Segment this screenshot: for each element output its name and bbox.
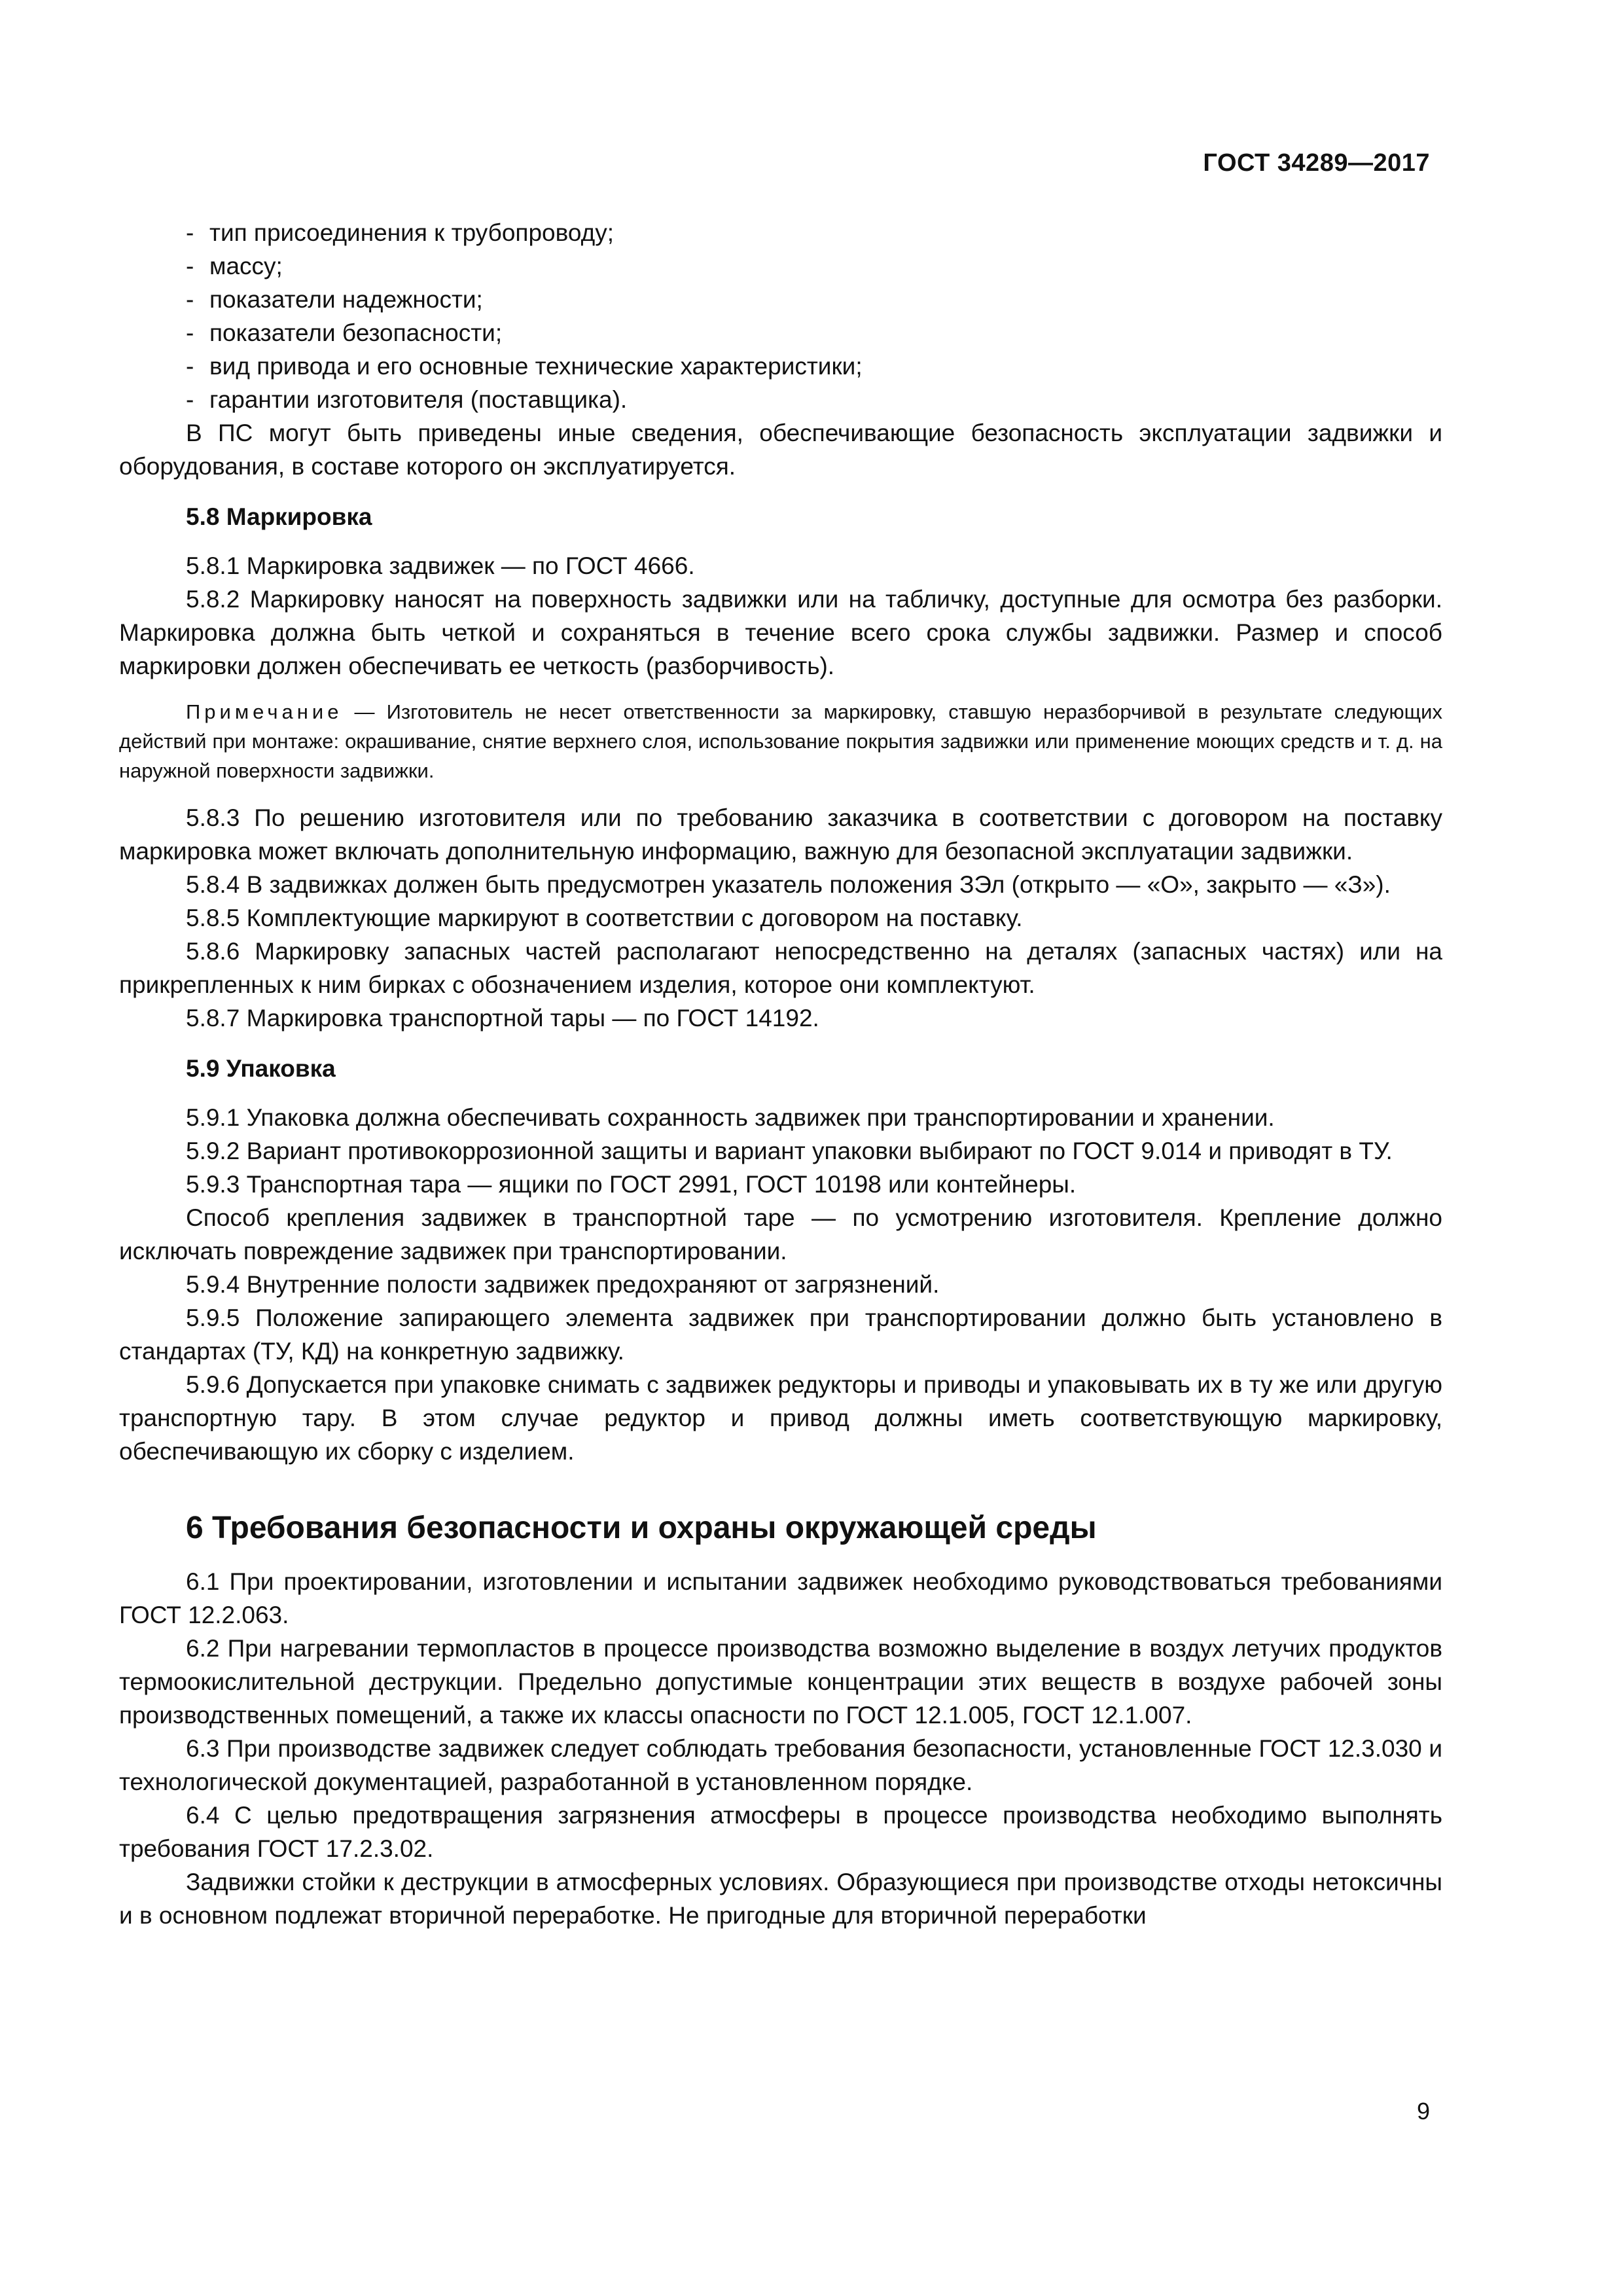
paragraph-5-9-1: 5.9.1 Упаковка должна обеспечивать сохранность задвижек при транспортировании и хранении. (186, 1104, 1275, 1131)
paragraph-5-8-1: 5.8.1 Маркировка задвижек — по ГОСТ 4666. (186, 552, 695, 579)
list-item: - вид привода и его основные технические характеристики; (186, 353, 863, 380)
paragraph-6-1: 6.1 При проектировании, изготовлении и испытании задвижек необходимо руководствоваться требованиями ГОСТ 12.2.063. (119, 1568, 1442, 1628)
paragraph-5-8-3: 5.8.3 По решению изготовителя или по требованию заказчика в соответствии с договором на поставку маркировка может включать дополнительную информацию, важную для безопасной эксплуатации задвижки. (119, 804, 1442, 865)
paragraph-5-8-5: 5.8.5 Комплектующие маркируют в соответствии с договором на поставку. (186, 905, 1023, 931)
list-item: - показатели безопасности; (186, 319, 503, 346)
list-item: - тип присоединения к трубопроводу; (186, 219, 614, 246)
note-label: Примечание (186, 700, 343, 723)
paragraph-5-9-2: 5.9.2 Вариант противокоррозионной защиты и вариант упаковки выбирают по ГОСТ 9.014 и приводят в ТУ. (186, 1138, 1393, 1164)
list-item: - массу; (186, 253, 283, 279)
section-heading-5-8: 5.8 Маркировка (186, 503, 372, 530)
paragraph-5-8-4: 5.8.4 В задвижках должен быть предусмотрен указатель положения ЗЭл (открыто — «О», закрыто — «З»). (186, 871, 1391, 898)
page-content (119, 216, 1442, 1932)
paragraph: В ПС могут быть приведены иные сведения, обеспечивающие безопасность эксплуатации задвижки и оборудования, в составе которого он эксплуатируется. (119, 420, 1442, 480)
list-item: - гарантии изготовителя (поставщика). (186, 386, 628, 413)
paragraph-5-9-6: 5.9.6 Допускается при упаковке снимать с задвижек редукторы и приводы и упаковывать их в ту же или другую транспортную тару. В этом случае редуктор и привод должны иметь соответствующую маркировку, обеспечивающую их сборку с изделием. (119, 1371, 1442, 1465)
section-heading-5-9: 5.9 Упаковка (186, 1055, 336, 1082)
note (119, 697, 1442, 785)
paragraph-5-8-2: 5.8.2 Маркировку наносят на поверхность задвижки или на табличку, доступные для осмотра без разборки. Маркировка должна быть четкой и сохраняться в течение всего срока службы задвижки. Размер и способ маркировки должен обеспечивать ее четкость (разборчивость). (119, 586, 1442, 679)
paragraph-5-8-6: 5.8.6 Маркировку запасных частей располагают непосредственно на деталях (запасных частях) или на прикрепленных к ним бирках с обозначением изделия, которое они комплектуют. (119, 938, 1442, 998)
list-item: - показатели надежности; (186, 286, 483, 313)
paragraph-5-9-3: 5.9.3 Транспортная тара — ящики по ГОСТ 2991, ГОСТ 10198 или контейнеры. (186, 1171, 1077, 1198)
paragraph-6-2: 6.2 При нагревании термопластов в процессе производства возможно выделение в воздух летучих продуктов термоокислительной деструкции. Предельно допустимые концентрации этих веществ в воздухе рабочей зоны производственных помещений, а также их классы опасности по ГОСТ 12.1.005, ГОСТ 12.1.007. (119, 1635, 1442, 1729)
paragraph-6-4: 6.4 С целью предотвращения загрязнения атмосферы в процессе производства необходимо выполнять требования ГОСТ 17.2.3.02. (119, 1802, 1442, 1862)
paragraph-6-5: Задвижки стойки к деструкции в атмосферных условиях. Образующиеся при производстве отходы нетоксичны и в основном подлежат вторичной переработке. Не пригодные для вторичной переработки (119, 1869, 1442, 1929)
paragraph-5-9-3-continued: Способ крепления задвижек в транспортной таре — по усмотрению изготовителя. Крепление должно исключать повреждение задвижек при транспортировании. (119, 1204, 1442, 1265)
note-text: — Изготовитель не несет ответственности за маркировку, ставшую неразборчивой в результате следующих действий при монтаже: окрашивание, снятие верхнего слоя, использование покрытия задвижки или применение моющих средств и т. д. на наружной поверхности задвижки. (119, 700, 1442, 782)
requirements-list (119, 216, 1442, 416)
paragraph-5-9-5: 5.9.5 Положение запирающего элемента задвижек при транспортировании должно быть установлено в стандартах (ТУ, КД) на конкретную задвижку. (119, 1304, 1442, 1365)
document-code: ГОСТ 34289—2017 (1203, 149, 1430, 177)
chapter-heading-6: 6 Требования безопасности и охраны окружающей среды (186, 1511, 1097, 1545)
paragraph-5-9-4: 5.9.4 Внутренние полости задвижек предохраняют от загрязнений. (186, 1271, 940, 1298)
paragraph-5-8-7: 5.8.7 Маркировка транспортной тары — по ГОСТ 14192. (186, 1005, 819, 1031)
page-number: 9 (1416, 2098, 1430, 2125)
paragraph-6-3: 6.3 При производстве задвижек следует соблюдать требования безопасности, установленные ГОСТ 12.3.030 и технологической документацией, разработанной в установленном порядке. (119, 1735, 1442, 1795)
